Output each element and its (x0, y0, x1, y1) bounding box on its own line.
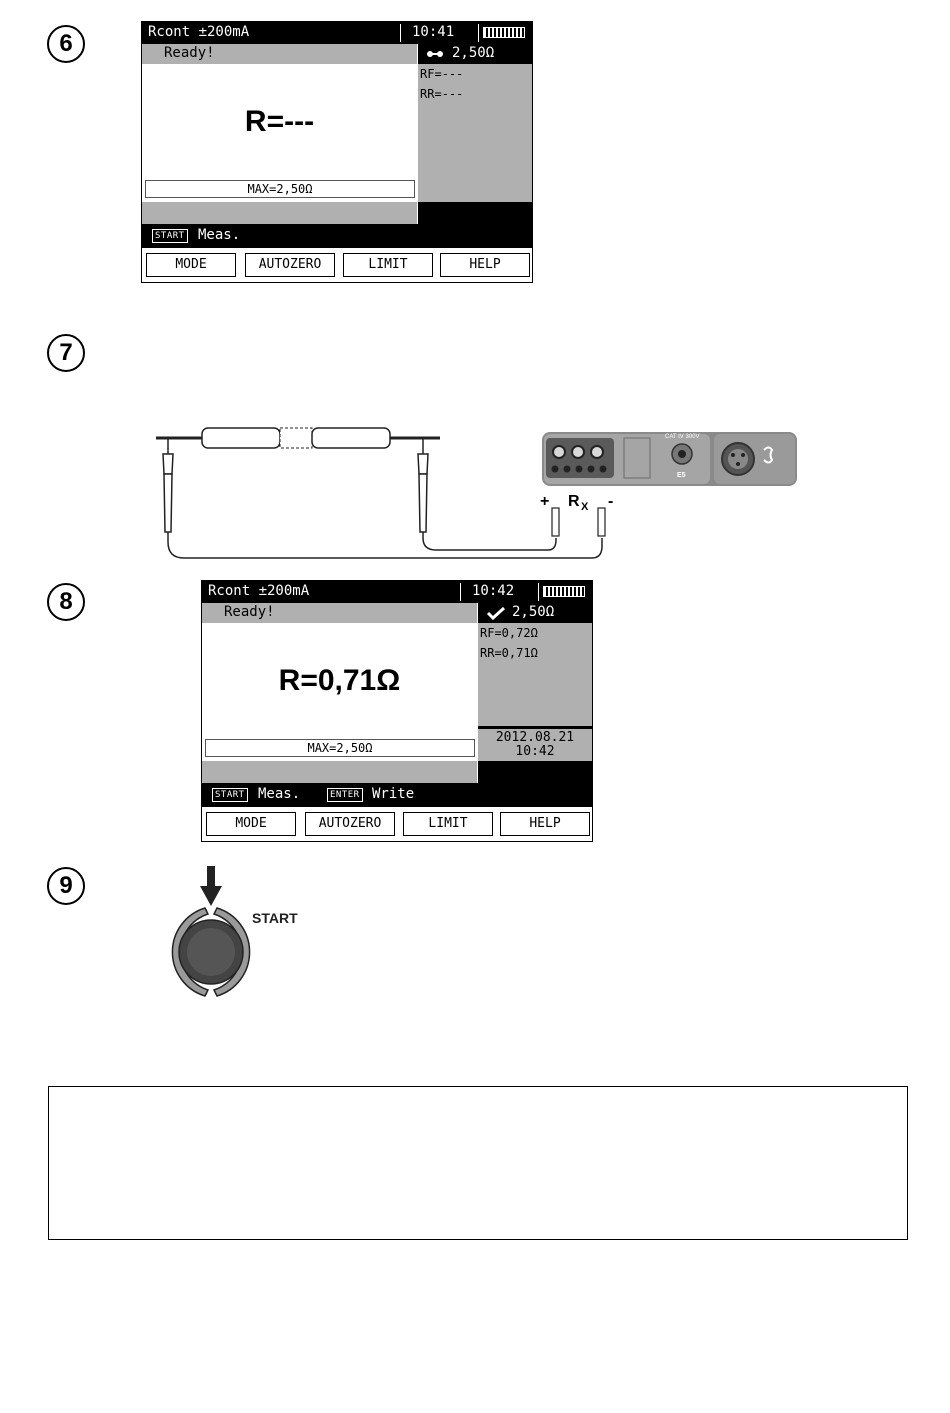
minus-plug (598, 508, 605, 536)
screen-title-bar (142, 22, 532, 44)
meter-screen-ready (141, 21, 533, 283)
meter-screen-result (201, 580, 593, 842)
step-number-8: 8 (47, 583, 85, 621)
help-button[interactable]: HELP (440, 253, 530, 277)
note-box (48, 1086, 908, 1240)
step-number-9: 9 (47, 867, 85, 905)
limit-value: 2,50Ω (512, 604, 555, 620)
start-key-icon: START (212, 788, 248, 802)
start-key-icon: START (152, 229, 188, 243)
date-time-text: 10:42 (515, 744, 555, 759)
clock: 10:42 (472, 583, 515, 599)
rx-label: R (568, 493, 580, 510)
right-test-probe (418, 438, 428, 538)
limit-value: 2,50Ω (452, 45, 495, 61)
battery-icon (543, 586, 585, 597)
function-label: Rcont ±200mA (148, 24, 250, 40)
rr-result: RR=--- (420, 87, 464, 101)
press-arrow-icon (207, 866, 215, 888)
function-label: Rcont ±200mA (208, 583, 310, 599)
checkmark-icon (486, 606, 506, 620)
hint-text-write: Write (372, 786, 415, 802)
main-reading: R=0,71Ω (278, 663, 401, 697)
status-text: Ready! (164, 45, 215, 61)
mode-button[interactable]: MODE (206, 812, 296, 836)
rf-result: RF=--- (420, 67, 464, 81)
probe-icon (426, 50, 446, 58)
clock: 10:41 (412, 24, 455, 40)
screen-title-bar (202, 581, 592, 603)
meter-socket-panel (542, 432, 797, 486)
main-reading: R=--- (244, 104, 315, 138)
max-limit-box: MAX=2,50Ω (145, 180, 415, 198)
status-text: Ready! (224, 604, 275, 620)
rr-result: RR=0,71Ω (480, 646, 538, 660)
enter-key-icon: ENTER (327, 788, 363, 802)
timestamp-block (478, 729, 592, 761)
limit-button[interactable]: LIMIT (403, 812, 493, 836)
status-bar (142, 44, 417, 64)
hint-bar (202, 783, 592, 807)
partial-results-panel (418, 64, 532, 202)
cable-plus (423, 538, 556, 550)
plus-label: + (540, 493, 550, 510)
start-label: START (252, 910, 298, 926)
conductor-left-segment (202, 428, 280, 448)
cable-minus (168, 538, 602, 558)
plus-plug (552, 508, 559, 536)
gray-bar (142, 202, 417, 224)
status-bar (202, 603, 477, 623)
autozero-button[interactable]: AUTOZERO (305, 812, 395, 836)
max-limit-box: MAX=2,50Ω (205, 739, 475, 757)
rf-result: RF=0,72Ω (480, 626, 538, 640)
limit-header (478, 603, 592, 623)
conductor-right-segment (312, 428, 390, 448)
date-text: 2012.08.21 (495, 730, 575, 745)
socket-code: E5 (677, 472, 686, 479)
cat-label: CAT IV 300V (665, 434, 700, 440)
step-number-6: 6 (47, 25, 85, 63)
autozero-button[interactable]: AUTOZERO (245, 253, 335, 277)
left-test-probe (163, 438, 173, 542)
help-button[interactable]: HELP (500, 812, 590, 836)
start-button-illustration (160, 864, 310, 1004)
partial-results-panel (478, 623, 592, 726)
limit-header (418, 44, 532, 64)
hint-bar (142, 224, 532, 248)
step-number-7: 7 (47, 334, 85, 372)
battery-icon (483, 27, 525, 38)
gray-bar (202, 761, 477, 783)
limit-button[interactable]: LIMIT (343, 253, 433, 277)
rx-subscript: X (581, 501, 589, 513)
right-black-bar (418, 202, 532, 224)
hint-text: Meas. (198, 227, 241, 243)
connection-diagram (140, 410, 810, 570)
right-black-bar (478, 761, 592, 783)
mode-button[interactable]: MODE (146, 253, 236, 277)
minus-label: - (608, 493, 614, 510)
hint-text: Meas. (258, 786, 301, 802)
